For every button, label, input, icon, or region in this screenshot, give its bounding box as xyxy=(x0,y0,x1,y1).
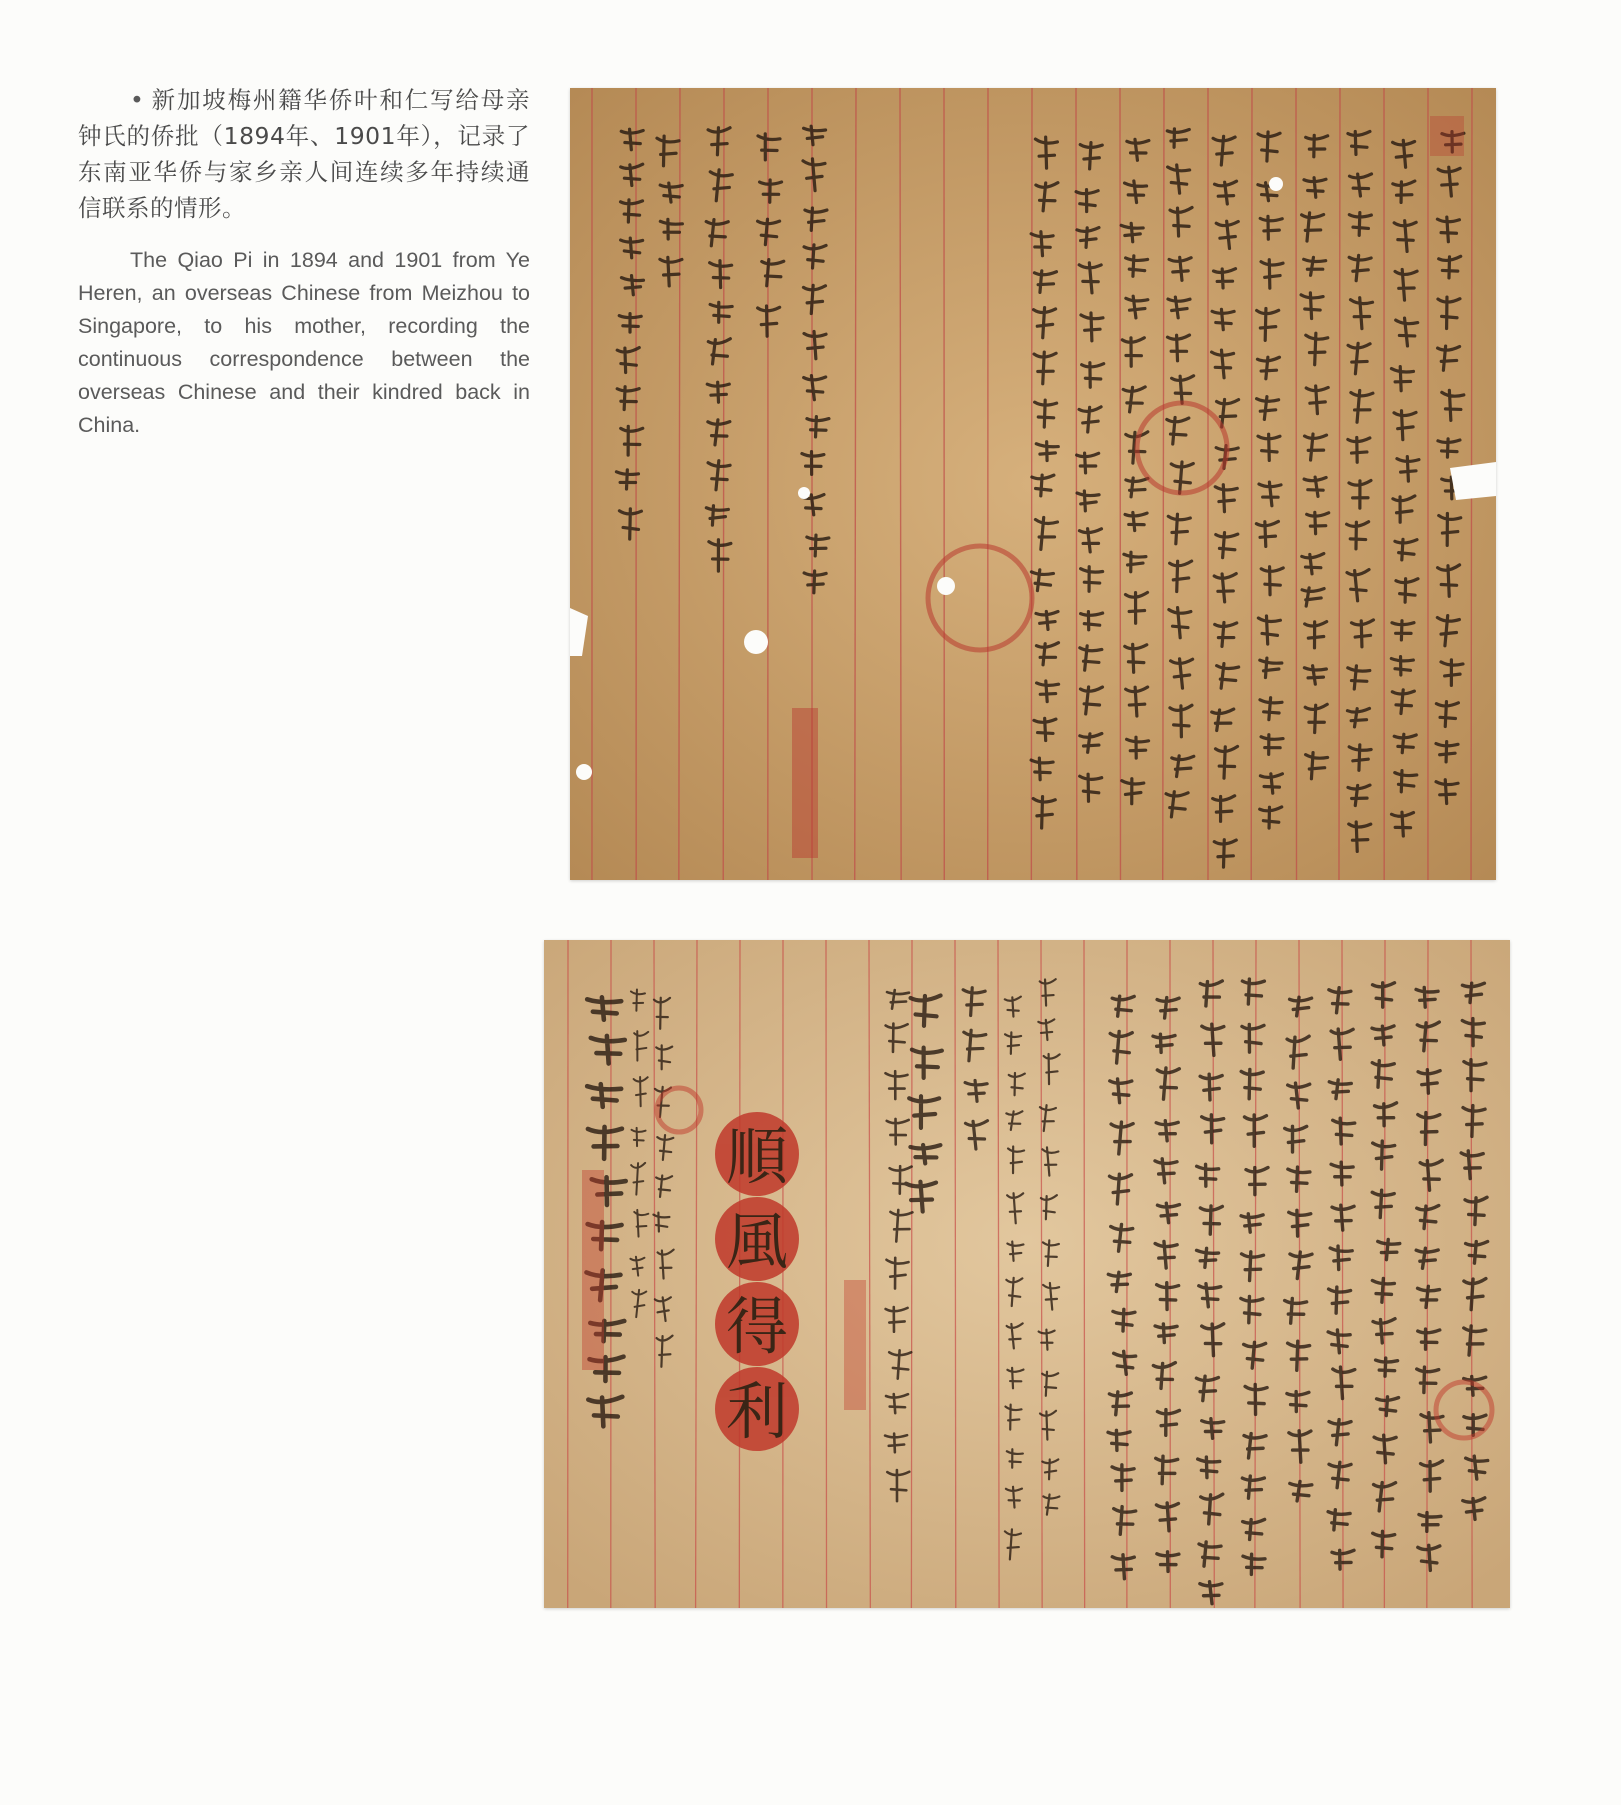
seal-character-2: 風 xyxy=(725,1205,788,1278)
ruled-line xyxy=(1251,88,1252,880)
qiaopi-letter-1901 xyxy=(544,940,1510,1608)
caption-english: The Qiao Pi in 1894 and 1901 from Ye Heren, an overseas Chinese from Meizhou to Singapore, to his mother, recording the continuous correspondence between the overseas Chinese and their kindred back in China. xyxy=(78,248,530,437)
ruled-line xyxy=(955,940,956,1608)
ruled-line xyxy=(911,940,912,1608)
bullet-icon: • xyxy=(130,86,145,114)
ruled-line xyxy=(1296,88,1297,880)
caption-chinese-text: 新加坡梅州籍华侨叶和仁写给母亲钟氏的侨批（1894年、1901年），记录了东南亚华侨与家乡亲人间连续多年持续通信联系的情形。 xyxy=(78,86,530,222)
qiaopi-letter-1894 xyxy=(570,88,1496,880)
qiaopi-letter-1901-image xyxy=(544,940,1510,1608)
shunfeng-deli-seal xyxy=(702,1114,812,1454)
seal-character-1: 順 xyxy=(725,1120,788,1193)
ruled-line xyxy=(826,940,827,1608)
qiaopi-letter-1894-image xyxy=(570,88,1496,880)
caption-chinese xyxy=(78,82,530,226)
ruled-line xyxy=(1076,88,1077,880)
ruled-line xyxy=(723,88,724,880)
seal-character-3: 得 xyxy=(725,1290,788,1363)
ruled-line xyxy=(1084,940,1085,1608)
caption-block xyxy=(78,82,530,442)
seal-character-4: 利 xyxy=(725,1375,788,1448)
